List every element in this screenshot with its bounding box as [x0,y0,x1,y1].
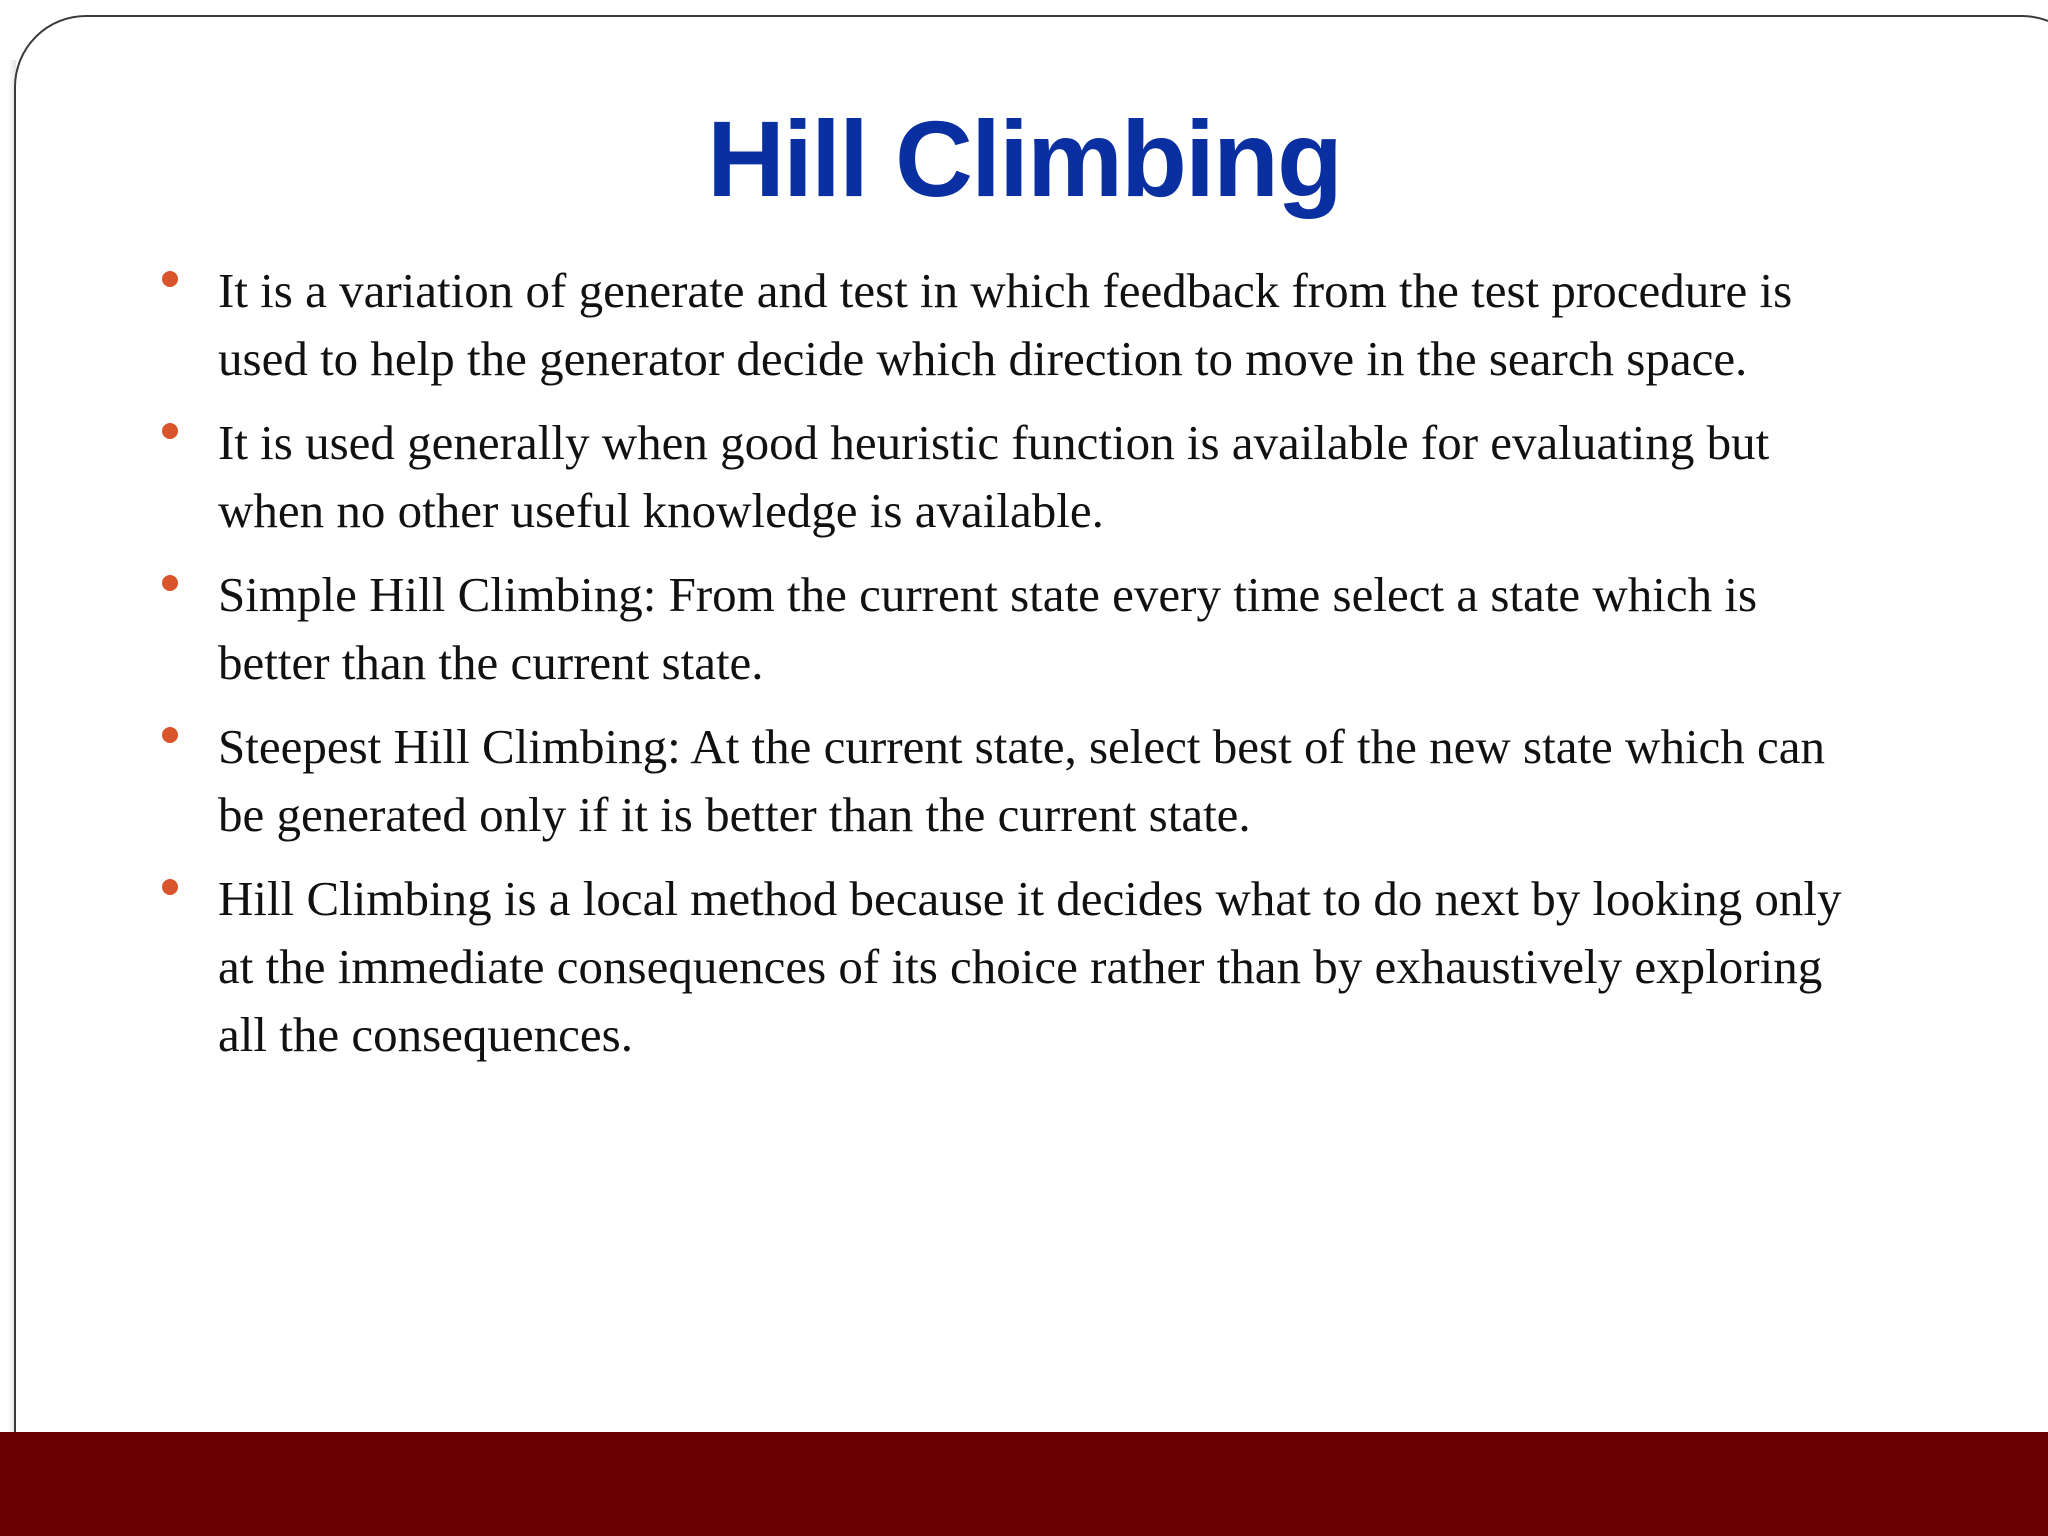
bullet-text: It is used generally when good heuristic function is available for evaluating but when no other useful knowledge is available. [218,415,1770,538]
bullet-dot-icon [162,879,178,895]
bullet-text: Simple Hill Climbing: From the current state every time select a state which is better than the current state. [218,567,1758,690]
bullet-item [150,713,1850,849]
bullet-text: It is a variation of generate and test in which feedback from the test procedure is used to help the generator decide which direction to move in the search space. [218,263,1793,386]
bullet-text: Hill Climbing is a local method because it decides what to do next by looking only at the immediate consequences of its choice rather than by exhaustively exploring all the consequences. [218,871,1842,1062]
bullet-item [150,561,1850,697]
bullet-item [150,257,1850,393]
slide-title: Hill Climbing [707,98,1341,219]
bullet-dot-icon [162,575,178,591]
bullet-dot-icon [162,727,178,743]
bullet-dot-icon [162,271,178,287]
bullet-item [150,409,1850,545]
bullet-text: Steepest Hill Climbing: At the current state, select best of the new state which can be generated only if it is better than the current state. [218,719,1826,842]
bullet-dot-icon [162,423,178,439]
bullet-item [150,865,1850,1069]
bullet-list [150,257,1850,1085]
footer-band [0,1432,2048,1536]
